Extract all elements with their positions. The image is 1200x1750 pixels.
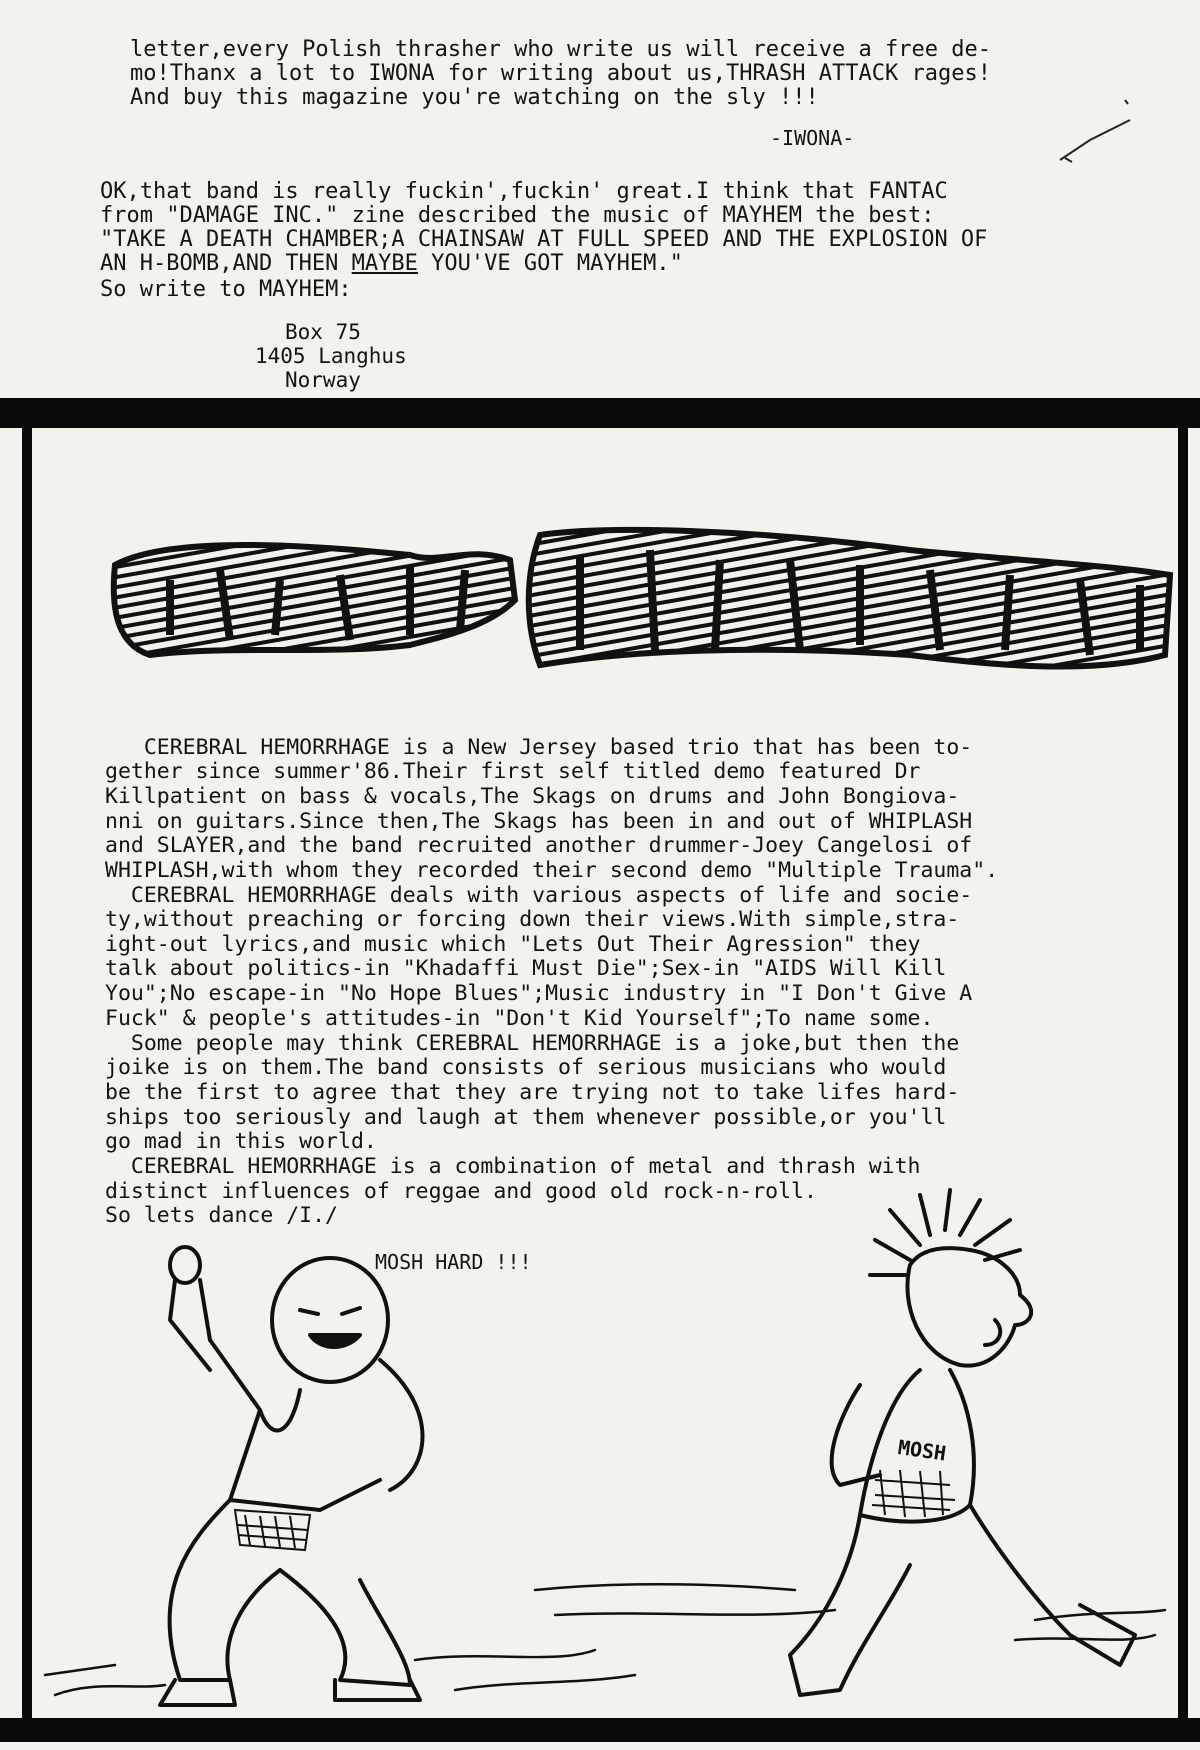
- text-line: gether since summer'86.Their first self titled demo featured Dr: [105, 759, 921, 784]
- text-line: and SLAYER,and the band recruited another drummer-Joey Cangelosi of: [105, 833, 973, 858]
- text-line: CEREBRAL HEMORRHAGE is a combination of metal and thrash with: [105, 1154, 921, 1179]
- text-line: Fuck" & people's attitudes-in "Don't Kid Yourself";To name some.: [105, 1006, 934, 1031]
- text-line: Some people may think CEREBRAL HEMORRHAGE is a joke,but then the: [105, 1031, 960, 1056]
- floor-sketch-lines: [35, 1530, 1175, 1710]
- cerebral-hemorrhage-logo: [110, 490, 1180, 685]
- address-line: Box 75: [285, 320, 361, 344]
- text-line: be the first to agree that they are trying not to take lifes hard-: [105, 1080, 960, 1105]
- shirt-text: MOSH: [896, 1435, 948, 1466]
- text-line: [100, 252, 683, 276]
- divider-bar: [0, 398, 1200, 428]
- text-line: WHIPLASH,with whom they recorded their second demo "Multiple Trauma".: [105, 858, 999, 883]
- text-line: So write to MAYHEM:: [100, 277, 352, 302]
- address-line: 1405 Langhus: [255, 344, 407, 368]
- text-line: Killpatient on bass & vocals,The Skags on drums and John Bongiova-: [105, 784, 960, 809]
- logo-text: cerebral hemorrhage: [110, 490, 294, 509]
- text-line: from "DAMAGE INC." zine described the music of MAYHEM the best:: [100, 203, 935, 228]
- text-line: mo!Thanx a lot to IWONA for writing about us,THRASH ATTACK rages!: [130, 61, 991, 86]
- underlined-word: MAYBE: [351, 251, 418, 276]
- text-line: You";No escape-in "No Hope Blues";Music industry in "I Don't Give A: [105, 981, 973, 1006]
- signature: -IWONA-: [770, 126, 855, 150]
- text-line: ight-out lyrics,and music which "Lets Out Their Agression" they: [105, 932, 921, 957]
- text-line: And buy this magazine you're watching on the sly !!!: [130, 85, 819, 110]
- text-line: CEREBRAL HEMORRHAGE is a New Jersey based trio that has been to-: [105, 735, 973, 760]
- text-line: So lets dance /I./: [105, 1203, 338, 1228]
- text-line: ty,without preaching or forcing down their views.With simple,stra-: [105, 907, 960, 932]
- mosh-hard-caption: MOSH HARD !!!: [375, 1250, 532, 1274]
- text-line: CEREBRAL HEMORRHAGE deals with various aspects of life and socie-: [105, 883, 973, 908]
- address-line: Norway: [285, 368, 361, 392]
- text-segment: AN H-BOMB,AND THEN: [100, 251, 352, 276]
- text-line: talk about politics-in "Khadaffi Must Die";Sex-in "AIDS Will Kill: [105, 956, 947, 981]
- pen-scribble: [1050, 90, 1150, 170]
- frame-left-border: [22, 425, 32, 1735]
- bottom-bar: [0, 1718, 1200, 1742]
- text-segment: YOU'VE GOT MAYHEM.": [417, 251, 683, 276]
- text-line: go mad in this world.: [105, 1129, 377, 1154]
- text-line: ships too seriously and laugh at them whenever possible,or you'll: [105, 1105, 947, 1130]
- text-line: "TAKE A DEATH CHAMBER;A CHAINSAW AT FULL SPEED AND THE EXPLOSION OF: [100, 227, 988, 252]
- text-line: letter,every Polish thrasher who write us will receive a free de-: [130, 37, 991, 62]
- text-line: nni on guitars.Since then,The Skags has been in and out of WHIPLASH: [105, 809, 973, 834]
- text-line: OK,that band is really fuckin',fuckin' great.I think that FANTAC: [100, 179, 948, 204]
- text-line: joike is on them.The band consists of serious musicians who would: [105, 1055, 947, 1080]
- text-line: distinct influences of reggae and good old rock-n-roll.: [105, 1179, 817, 1204]
